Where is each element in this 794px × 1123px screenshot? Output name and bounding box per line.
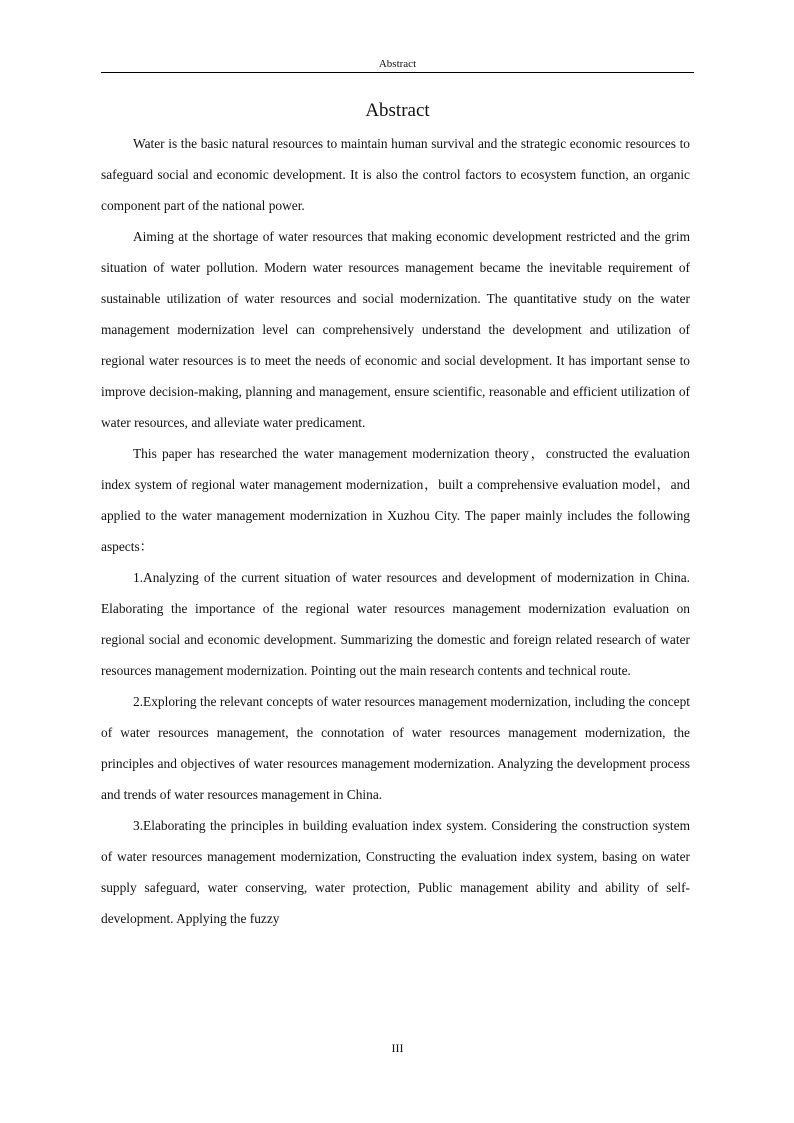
paragraph-6: 3.Elaborating the principles in building evaluation index system. Considering the construction system of water resources management modernization, Constructing the evaluation index system, basing on water supply safeguard, water conserving, water protection, Public management ability and ability of self-development. Applying the fuzzy <box>101 818 690 926</box>
running-header: Abstract <box>378 58 417 70</box>
paragraph-2: Aiming at the shortage of water resources that making economic development restricted and the grim situation of water pollution. Modern water resources management became the inevitable requirement of sustainable utilization of water resources and social modernization. The quantitative study on the water management modernization level can comprehensively understand the development and utilization of regional water resources is to meet the needs of economic and social development. It has important sense to improve decision-making, planning and management, ensure scientific, reasonable and efficient utilization of water resources, and alleviate water predicament. <box>101 229 690 430</box>
paragraph-3: This paper has researched the water management modernization theory，constructed the evaluation index system of regional water management modernization，built a comprehensive evaluation model，and applied to the water management modernization in Xuzhou City. The paper mainly includes the following aspects： <box>101 446 690 554</box>
header-rule <box>101 72 694 73</box>
abstract-body <box>101 128 690 934</box>
paragraph-5: 2.Exploring the relevant concepts of water resources management modernization, including the concept of water resources management, the connotation of water resources management modernization, the principles and objectives of water resources management modernization. Analyzing the development process and trends of water resources management in China. <box>101 694 690 802</box>
paragraph-1: Water is the basic natural resources to maintain human survival and the strategic economic resources to safeguard social and economic development. It is also the control factors to ecosystem function, an organic component part of the national power. <box>101 136 690 213</box>
paragraph-4: 1.Analyzing of the current situation of water resources and development of modernization in China. Elaborating the importance of the regional water resources management modernization evaluation on regional social and economic development. Summarizing the domestic and foreign related research of water resources management modernization. Pointing out the main research contents and technical route. <box>101 570 690 678</box>
page-title: Abstract <box>365 100 430 121</box>
page-number: III <box>391 1041 404 1055</box>
